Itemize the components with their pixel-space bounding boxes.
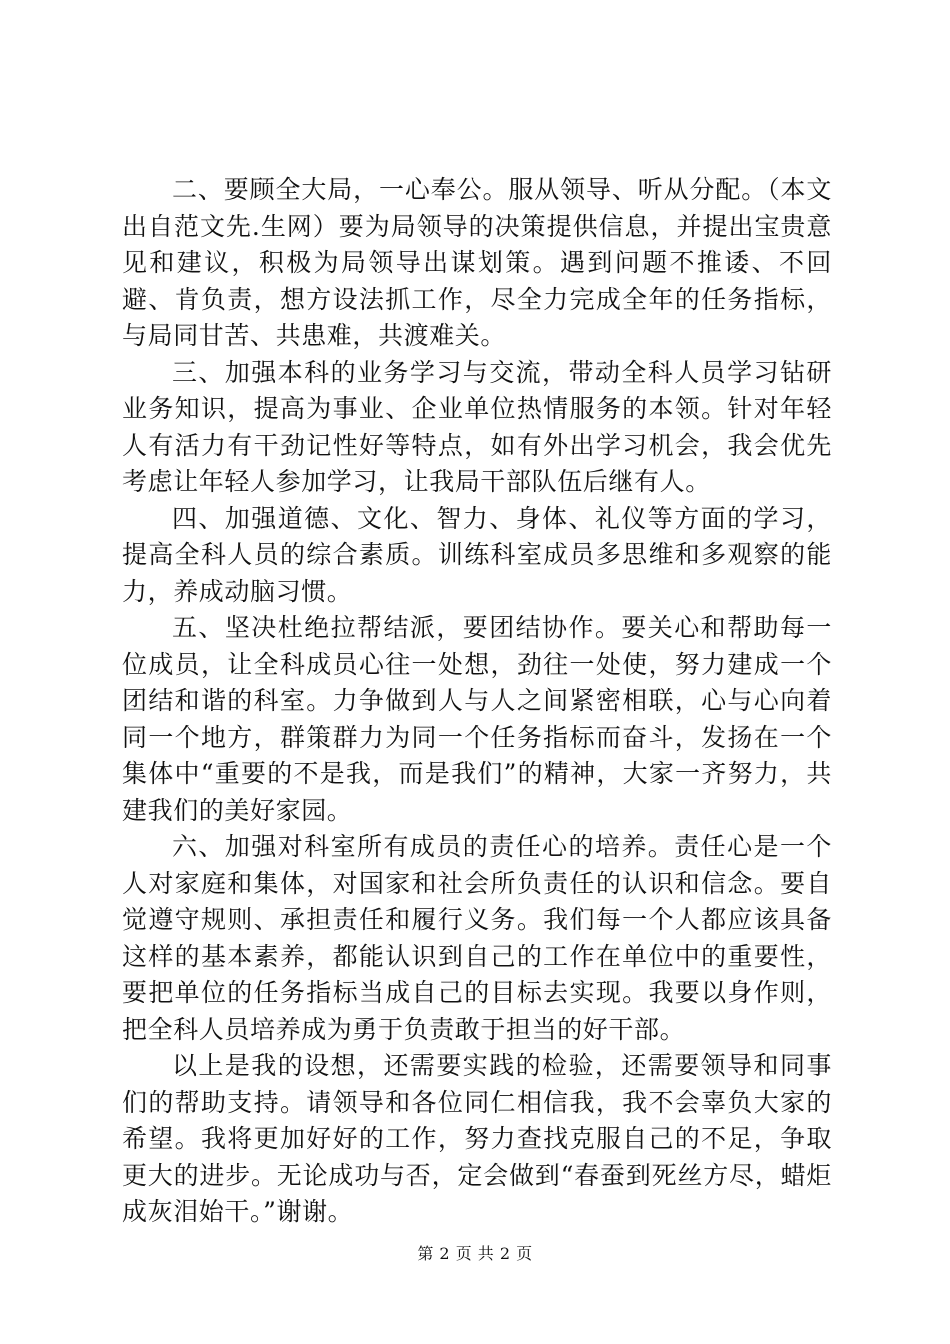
paragraph-closing: 以上是我的设想，还需要实践的检验，还需要领导和同事们的帮助支持。请领导和各位同仁相信我，我不会辜负大家的希望。我将更加好好的工作，努力查找克服自己的不足，争取更大的进步。无论成功与否，定会做到“春蚕到死丝方尽，蜡炬成灰泪始干。”谢谢。 xyxy=(122,1051,832,1226)
paragraph-4: 四、加强道德、文化、智力、身体、礼仪等方面的学习，提高全科人员的综合素质。训练科室成员多思维和多观察的能力，养成动脑习惯。 xyxy=(122,503,832,606)
paragraph-6: 六、加强对科室所有成员的责任心的培养。责任心是一个人对家庭和集体，对国家和社会所负责任的认识和信念。要自觉遵守规则、承担责任和履行义务。我们每一个人都应该具备这样的基本素养，都能认识到自己的工作在单位中的重要性，要把单位的任务指标当成自己的目标去实现。我要以身作则，把全科人员培养成为勇于负责敢于担当的好干部。 xyxy=(122,832,832,1044)
document-body xyxy=(122,172,832,1231)
paragraph-5: 五、坚决杜绝拉帮结派，要团结协作。要关心和帮助每一位成员，让全科成员心往一处想，劲往一处使，努力建成一个团结和谐的科室。力争做到人与人之间紧密相联，心与心向着同一个地方，群策群力为同一个任务指标而奋斗，发扬在一个集体中“重要的不是我，而是我们”的精神，大家一齐努力，共建我们的美好家园。 xyxy=(122,613,832,825)
page-footer: 第 2 页 共 2 页 xyxy=(417,1244,533,1263)
paragraph-2: 二、要顾全大局，一心奉公。服从领导、听从分配。（本文出自范文先.生网）要为局领导的决策提供信息，并提出宝贵意见和建议，积极为局领导出谋划策。遇到问题不推诿、不回避、肯负责，想方设法抓工作，尽全力完成全年的任务指标，与局同甘苦、共患难，共渡难关。 xyxy=(122,175,832,350)
paragraph-3: 三、加强本科的业务学习与交流，带动全科人员学习钻研业务知识，提高为事业、企业单位热情服务的本领。针对年轻人有活力有干劲记性好等特点，如有外出学习机会，我会优先考虑让年轻人参加学习，让我局干部队伍后继有人。 xyxy=(122,357,832,496)
